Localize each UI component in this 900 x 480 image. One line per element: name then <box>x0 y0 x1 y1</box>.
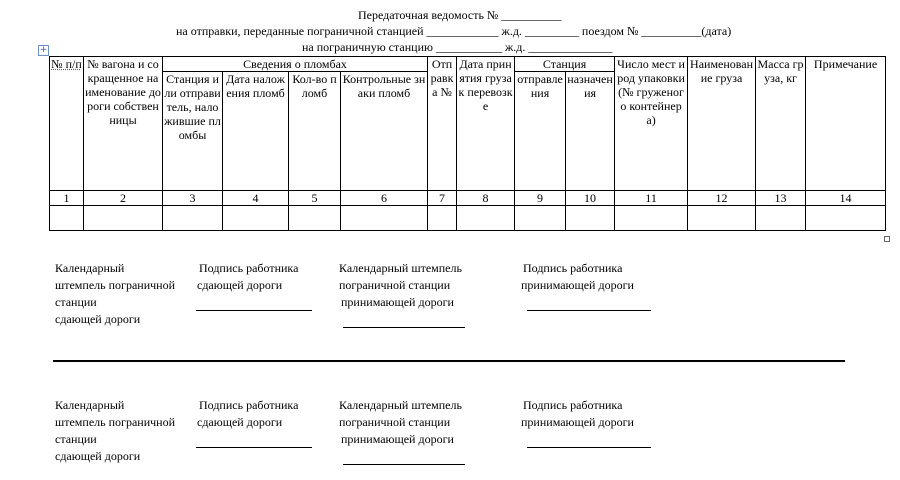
col-number: 13 <box>756 191 806 206</box>
stamp-sending-station: Календарный штемпель пограничной станции сдающей дороги <box>55 261 176 326</box>
col-header-station-from: отправления <box>515 72 566 191</box>
col-header-places: Число мест и род упаковки (№ груженого контейнера) <box>615 57 688 191</box>
table-row[interactable] <box>50 206 886 231</box>
col-header-station-to: назначения <box>566 72 615 191</box>
section-divider <box>53 360 845 362</box>
document-title: Передаточная ведомость № __________ <box>358 8 562 22</box>
table-cell[interactable] <box>806 206 886 231</box>
col-header-mass-label: Масса груза, кг <box>757 57 804 85</box>
table-cell[interactable] <box>289 206 341 231</box>
table-cell[interactable] <box>615 206 688 231</box>
col-header-number: № п/п <box>50 57 84 191</box>
signature-line <box>196 309 312 311</box>
table-cell[interactable] <box>341 206 428 231</box>
stamp-receiving-station: Календарный штемпель пограничной станции принимающей дороги <box>339 260 465 328</box>
document-subtitle-stations: на отправки, переданные пограничной станцией ____________ ж.д. _________ поездом № __________(дата) <box>176 24 732 38</box>
col-header-seal-station: Станция или отправитель, наложившие пломбы <box>163 72 223 191</box>
col-header-seal-count: Кол-во пломб <box>289 72 341 191</box>
col-number: 12 <box>688 191 756 206</box>
signature-receiving-worker-2: Подпись работника принимающей дороги <box>523 397 651 448</box>
col-number: 10 <box>566 191 615 206</box>
col-header-note: Примечание <box>806 57 886 191</box>
table-move-handle-icon[interactable]: + <box>39 45 48 55</box>
stamp-sending-station-2: Календарный штемпель пограничной станции сдающей дороги <box>55 398 176 463</box>
signature-line <box>196 446 312 448</box>
signature-line <box>343 463 465 465</box>
col-number: 2 <box>84 191 163 206</box>
table-cell[interactable] <box>84 206 163 231</box>
col-number: 5 <box>289 191 341 206</box>
table-cell[interactable] <box>50 206 84 231</box>
col-header-wagon: № вагона и сокращенное наименование дороги собственницы <box>84 57 163 191</box>
col-header-seal-date: Дата наложения пломб <box>223 72 289 191</box>
col-number: 6 <box>341 191 428 206</box>
table-cell[interactable] <box>457 206 515 231</box>
col-group-seals: Сведения о пломбах <box>163 57 428 72</box>
table-cell[interactable] <box>566 206 615 231</box>
table-cell[interactable] <box>163 206 223 231</box>
col-number: 1 <box>50 191 84 206</box>
signature-sending-worker-2: Подпись работника сдающей дороги <box>199 397 312 448</box>
col-header-seal-marks: Контрольные знаки пломб <box>341 72 428 191</box>
col-header-mass <box>756 57 806 191</box>
col-number: 8 <box>457 191 515 206</box>
document-subtitle-destination: на пограничную станцию ___________ ж.д. ______________ <box>302 40 613 54</box>
table-cell[interactable] <box>688 206 756 231</box>
signature-line <box>527 446 651 448</box>
col-number: 4 <box>223 191 289 206</box>
table-cell[interactable] <box>223 206 289 231</box>
signature-sending-worker: Подпись работника сдающей дороги <box>199 260 312 311</box>
signature-line <box>527 309 651 311</box>
col-header-dispatch: Отправка № <box>428 57 457 191</box>
transfer-table <box>49 56 886 231</box>
col-number: 9 <box>515 191 566 206</box>
signature-receiving-worker: Подпись работника принимающей дороги <box>523 260 651 311</box>
table-resize-handle[interactable] <box>884 236 890 242</box>
col-number: 11 <box>615 191 688 206</box>
table-cell[interactable] <box>515 206 566 231</box>
col-header-cargo-name: Наименование груза <box>688 57 756 191</box>
col-header-accept-date: Дата принятия груза к перевозке <box>457 57 515 191</box>
table-cell[interactable] <box>428 206 457 231</box>
column-number-row <box>50 191 886 206</box>
signature-line <box>343 326 465 328</box>
table-cell[interactable] <box>756 206 806 231</box>
col-group-station: Станция <box>515 57 615 72</box>
col-number: 14 <box>806 191 886 206</box>
col-number: 7 <box>428 191 457 206</box>
stamp-receiving-station-2: Календарный штемпель пограничной станции принимающей дороги <box>339 397 465 465</box>
col-number: 3 <box>163 191 223 206</box>
